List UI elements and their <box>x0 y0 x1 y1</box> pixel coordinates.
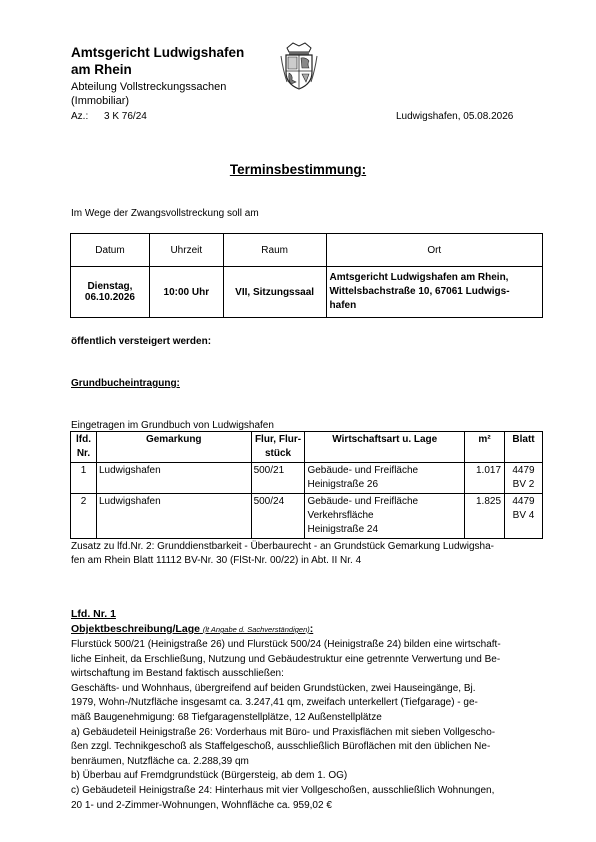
row-area: 1.825 <box>465 494 505 539</box>
table-row <box>71 494 543 539</box>
description-line: b) Überbau auf Fremdgrundstück (Bürgersteig, ab dem 1. OG) <box>71 770 348 782</box>
col-room: Raum <box>223 234 326 267</box>
description-line: wirtschaftung im Bestand faktisch ausschließen: <box>71 668 284 680</box>
row-area: 1.017 <box>465 463 505 494</box>
row-number: 2 <box>71 494 97 539</box>
property-header-row <box>71 432 543 463</box>
col-blatt: Blatt <box>505 432 543 463</box>
section-heading-grundbuch: Grundbucheintragung: <box>71 378 180 389</box>
coat-of-arms-icon <box>279 42 319 90</box>
object-note: (lt Angabe d. Sachverständigen) <box>202 625 310 634</box>
appointment-room: VII, Sitzungssaal <box>223 267 326 318</box>
description-line: 1979, Wohn-/Nutzfläche insgesamt ca. 3.247,41 qm, zweifach unterkellert (Tiefgarage) - ge- <box>71 697 478 709</box>
col-place: Ort <box>326 234 542 267</box>
row-number: 1 <box>71 463 97 494</box>
intro-text: Im Wege der Zwangsvollstreckung soll am <box>71 208 259 219</box>
col-date: Datum <box>71 234 150 267</box>
section-heading-lfd: Lfd. Nr. 1 <box>71 608 116 620</box>
col-gemarkung: Gemarkung <box>96 432 251 463</box>
table-row <box>71 463 543 494</box>
court-name: Amtsgericht Ludwigshafen am Rhein <box>71 45 245 77</box>
description-line: 20 1- und 2-Zimmer-Wohnungen, Wohnfläche ca. 959,02 € <box>71 799 332 811</box>
row-gemarkung: Ludwigshafen <box>96 463 251 494</box>
department: Abteilung Vollstreckungssachen (Immobiliar) <box>71 81 227 107</box>
addendum-text: Zusatz zu lfd.Nr. 2: Grunddienstbarkeit - Überbaurecht - an Grundstück Gemarkung Ludwigsha- fen am Rhein Blatt 11112 BV-Nr. 30 (FlSt-Nr. 00/22) in Abt. II Nr. 4 <box>71 541 494 566</box>
description-line: Flurstück 500/21 (Heinigstraße 26) und Flurstück 500/24 (Heinigstraße 24) bilden eine wirtschaft- <box>71 639 501 650</box>
col-time: Uhrzeit <box>149 234 223 267</box>
file-number: 3 K 76/24 <box>104 111 147 122</box>
appointment-row <box>71 267 543 318</box>
row-flur: 500/21 <box>251 463 305 494</box>
row-blatt: 4479 BV 4 <box>505 494 543 539</box>
row-gemarkung: Ludwigshafen <box>96 494 251 539</box>
registered-text: Eingetragen im Grundbuch von Ludwigshafen <box>71 420 274 431</box>
page-title: Terminsbestimmung: <box>229 162 367 177</box>
description-line: Geschäfts- und Wohnhaus, übergreifend auf beiden Grundstücken, zwei Hauseingänge, Bj. <box>71 682 476 694</box>
row-flur: 500/24 <box>251 494 305 539</box>
appointment-date: Dienstag, 06.10.2026 <box>71 267 150 318</box>
description-line: benräumen, Nutzfläche ca. 2.288,39 qm <box>71 755 249 767</box>
appointment-place: Amtsgericht Ludwigshafen am Rhein, Wittelsbachstraße 10, 67061 Ludwigs- hafen <box>326 267 542 318</box>
section-heading-object: Objektbeschreibung/Lage (lt Angabe d. Sachverständigen): <box>71 623 314 635</box>
place-date: Ludwigshafen, 05.08.2026 <box>396 111 514 122</box>
row-wirtschaftsart: Gebäude- und Freifläche Heinigstraße 26 <box>305 463 465 494</box>
description-line: c) Gebäudeteil Heinigstraße 24: Hinterhaus mit vier Vollgeschoßen, ausschließlich Wohnungen, <box>71 784 495 796</box>
description-line: ßen zzgl. Technikgeschoß als Staffelgeschoß, ausschließlich Büroflächen mit den üblichen Ne- <box>71 741 491 753</box>
description-line: a) Gebäudeteil Heinigstraße 26: Vorderhaus mit Büro- und Praxisflächen mit sieben Vollgescho- <box>71 726 496 738</box>
description-line: mäß Baugenehmigung: 68 Tiefgaragenstellplätze, 12 Außenstellplätze <box>71 711 382 723</box>
col-area: m² <box>465 432 505 463</box>
object-description <box>71 638 546 813</box>
appointment-table <box>70 233 543 318</box>
col-wirtschaftsart: Wirtschaftsart u. Lage <box>305 432 465 463</box>
appointment-header-row <box>71 234 543 267</box>
col-lfd: lfd. Nr. <box>71 432 97 463</box>
appointment-time: 10:00 Uhr <box>149 267 223 318</box>
row-blatt: 4479 BV 2 <box>505 463 543 494</box>
description-line: liche Einheit, da Erschließung, Nutzung und Gebäudestruktur eine getrennte Verwertung und Be- <box>71 653 501 665</box>
auction-text: öffentlich versteigert werden: <box>71 336 212 347</box>
row-wirtschaftsart: Gebäude- und Freifläche Verkehrsfläche Heinigstraße 24 <box>305 494 465 539</box>
property-table <box>70 431 543 539</box>
file-number-label: Az.: <box>71 111 89 122</box>
col-flur: Flur, Flur- stück <box>251 432 305 463</box>
